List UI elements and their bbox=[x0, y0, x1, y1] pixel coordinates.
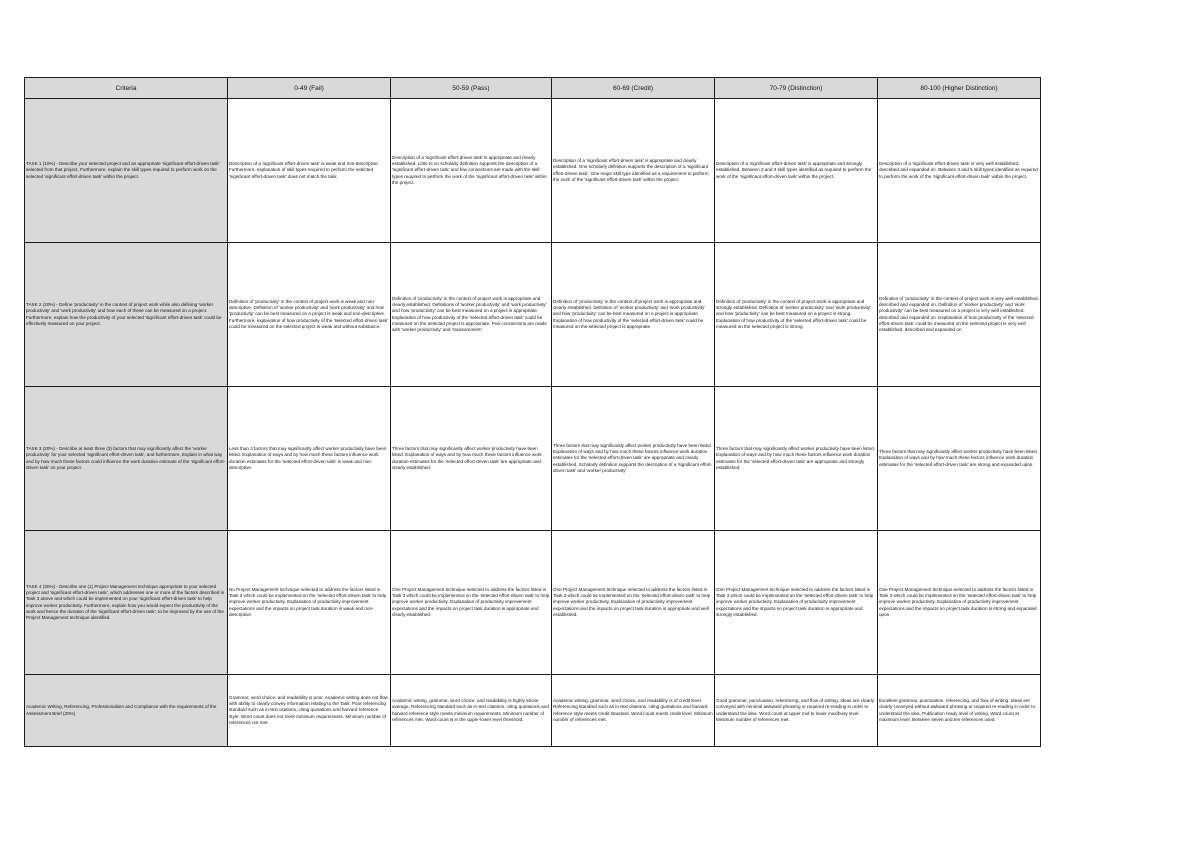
high-distinction-cell: Description of a 'significant effort-driven task' is very well established, described and expanded on. Between 3 and 5 skill types identified as required to perform the work of the 'significant effort-driven task' within the project. bbox=[878, 99, 1041, 243]
criteria-cell: TASK 4 (30%) - Describe one (1) Project Management technique appropriate to your selected project and 'significant effort-driven task', which addresses one or more of the factors described in Task 3 above and which could be implemented on your 'significant effort-driven task' to help improve worker productivity. Furthermore, explain how you would expect the productivity of the work and hence the duration of the 'significant effort-driven task', to be improved by the use of the Project Management technique identified. bbox=[25, 531, 228, 675]
credit-cell: Definition of 'productivity' in the context of project work is appropriate and clearly established. Definition of 'worker productivity' and 'work productivity' and how 'productivity' can be best measured on a project is appropriate. Explanation of how productivity of the 'selected effort-driven task' could be measured on the selected project is appropriate. bbox=[552, 243, 715, 387]
high-distinction-cell: Three factors that may significantly affect worker productivity have been listed. Explanation of ways and by how much these factors influence work duration estimates for the 'selected effort-driven task' are strong and expanded upon. bbox=[878, 387, 1041, 531]
credit-cell: Three factors that may significantly affect worker productivity have been listed. Explanation of ways and by how much these factors influence work duration estimates for the 'selected effort-driven task' are appropriate and clearly established. Scholarly definition supports the description of a 'significant effort-driven task' and 'worker productivity'. bbox=[552, 387, 715, 531]
credit-cell: Description of a 'significant effort-driven task' is appropriate and clearly established. One scholarly definition supports the description of a 'significant effort-driven task'. One major skill type identified as a requirement to perform the work of the 'significant effort-driven task' within the project. bbox=[552, 99, 715, 243]
pass-cell: Definition of 'productivity' in the context of project work is appropriate and clearly established. Definitions of 'worker productivity' and 'work productivity' and how 'productivity' can be best measured on a project is appropriate. Explanation of how productivity of the 'selected effort-driven task' could be measured on the selected project is appropriate. Few connections are made with 'worker productivity' and 'measurement'. bbox=[391, 243, 552, 387]
fail-cell: No Project Management technique selected to address the factors listed in Task 3 which could be implemented on the 'selected effort-driven task' to help improve worker productivity. Explanation of productivity improvement expectations and the impacts on project task duration is weak and non-descriptive. bbox=[228, 531, 391, 675]
criteria-cell: Academic Writing, Referencing, Professionalism and Compliance with the requirements of the Assessment Brief (20%) bbox=[25, 675, 228, 747]
pass-cell: Three factors that may significantly affect worker productivity have been listed. Explanation of ways and by how much these factors influence work duration estimates for the 'selected effort-driven task' are appropriate and clearly established. bbox=[391, 387, 552, 531]
header-credit: 60-69 (Credit) bbox=[552, 78, 715, 99]
header-row bbox=[25, 78, 1041, 99]
fail-cell: Less than 3 factors that may significantly affect worker productivity have been listed. Explanation of ways and by how much these factors influence work duration estimates for the 'selected effort-driven task' is weak and non-descriptive. bbox=[228, 387, 391, 531]
fail-cell: Description of a 'significant effort-driven task' is weak and non-descriptive. Furthermore, explanation of skill types required to perform the selected 'significant effort-driven task' does not match the task. bbox=[228, 99, 391, 243]
distinction-cell: Good grammar, punctuation, referencing, and flow of writing. Ideas are clearly conveyed with minimal awkward phrasing or required re-reading in order to understand the idea. Word count at upper mid to lower max/busy level. Minimum number of references met. bbox=[715, 675, 878, 747]
distinction-cell: Description of a 'significant effort-driven task' is appropriate and strongly established. Between 2 and 3 skill types identified as required to perform the work of the 'significant effort-driven task' within the project. bbox=[715, 99, 878, 243]
credit-cell: Academic writing, grammar, word choice, and readability is of credit level. Referencing standard such as in-text citations, citing quotations and harvard reference style meets credit standard. Word count meets credit level. Minimum number of references met. bbox=[552, 675, 715, 747]
rubric-row-task-2 bbox=[25, 243, 1041, 387]
pass-cell: One Project Management technique selected to address the factors listed in Task 3 which could be implemented on the 'selected effort-driven task' to help improve worker productivity. Explanation of productivity improvement expectations and the impacts on project task duration is appropriate and clearly established. bbox=[391, 531, 552, 675]
high-distinction-cell: Excellent grammar, punctuation, referencing, and flow of writing. Ideas are clearly conveyed without awkward phrasing or required re-reading in order to understand the idea. Publication ready level of writing. Word count at maximum level. Between seven and ten references used. bbox=[878, 675, 1041, 747]
distinction-cell: Definition of 'productivity' in the context of project work is appropriate and strongly established. Definition of 'worker productivity' and 'work productivity' and how 'productivity' can be best measured on a project is strong. Explanation of how productivity of the 'selected effort-driven task' could be measured on the selected project is strong. bbox=[715, 243, 878, 387]
header-distinction: 70-79 (Distinction) bbox=[715, 78, 878, 99]
credit-cell: One Project Management technique selected to address the factors listed in Task 3 which could be implemented on the 'selected effort-driven task' to help improve worker productivity. Explanation of productivity improvement expectations and the impacts on project task duration is appropriate and well established. bbox=[552, 531, 715, 675]
rubric-row-task-4 bbox=[25, 531, 1041, 675]
pass-cell: Description of a 'significant effort-driven task' is appropriate and clearly established. Little to no scholarly definition supports the description of a 'significant effort-driven task' and few connections are made with the skill types required to perform the work of the 'significant effort-driven task' within the project. bbox=[391, 99, 552, 243]
fail-cell: Definition of 'productivity' in the context of project work is weak and non-descriptive. Definition of 'worker productivity' and 'work productivity' and how 'productivity' can be best measured on a project is weak and non-descriptive. Furthermore, explanation of how productivity of the 'selected effort-driven task' could be measured on the selected project is weak and without substance. bbox=[228, 243, 391, 387]
fail-cell: Grammar, word choice, and readability is poor. Academic writing does not flow with ability to clearly convey information relating to the Task. Poor referencing standard such as in-text citations, citing quotations and harvard reference style. Word count does not meet minimum requirements. Minimum number of references not met. bbox=[228, 675, 391, 747]
distinction-cell: Three factors that may significantly affect worker productivity have been listed. Explanation of ways and by how much these factors influence work duration estimates for the 'selected effort-driven task' are appropriate and strongly established. bbox=[715, 387, 878, 531]
distinction-cell: One Project Management technique selected to address the factors listed in Task 3 which could be implemented on the 'selected effort-driven task' to help improve worker productivity. Explanation of productivity improvement expectations and the impacts on project task duration is appropriate and strongly established. bbox=[715, 531, 878, 675]
rubric-row-academic-writing bbox=[25, 675, 1041, 747]
high-distinction-cell: One Project Management technique selected to address the factors listed in Task 3 which could be implemented on the 'selected effort-driven task' to help improve worker productivity. Explanation of productivity improvement expectations and the impacts on project task duration is strong and expanded upon. bbox=[878, 531, 1041, 675]
header-criteria: Criteria bbox=[25, 78, 228, 99]
criteria-cell: TASK 2 (20%) - Define 'productivity' in the context of project work while also defining 'worker productivity' and 'work productivity' and how each of these can be measured on a project. Furthermore, explain how the productivity of your selected 'significant effort-driven task' could be effectively measured on your project. bbox=[25, 243, 228, 387]
rubric-row-task-1 bbox=[25, 99, 1041, 243]
header-high-distinction: 80-100 (Higher Distinction) bbox=[878, 78, 1041, 99]
marking-rubric-table bbox=[24, 77, 1041, 747]
header-pass: 50-59 (Pass) bbox=[391, 78, 552, 99]
pass-cell: Academic writing, grammar, word choice, and readability is highly above average. Referencing standard such as in-text citations, citing quotations and harvard reference style meets minimum requirements. Minimum number of references met. Word count is in the upper-lower level threshold. bbox=[391, 675, 552, 747]
criteria-cell: TASK 3 (20%) - Describe at least three (3) factors that may significantly affect the 'worker productivity' for your selected 'significant effort-driven task', and furthermore, Explain in what way and by how much these factors could influence the work duration estimate of the 'significant effort-driven task' on your project. bbox=[25, 387, 228, 531]
header-fail: 0-49 (Fail) bbox=[228, 78, 391, 99]
criteria-cell: TASK 1 (10%) - Describe your selected project and an appropriate 'significant effort-driven task' selected from that project. Furthermore, explain the skill types required to perform work on the selected 'significant effort-driven task' within the project. bbox=[25, 99, 228, 243]
rubric-row-task-3 bbox=[25, 387, 1041, 531]
high-distinction-cell: Definition of 'productivity' in the context of project work is very well established, described and expanded on. Definition of 'worker productivity' and 'work productivity' can be best measured on a project is very well established, described and expanded on. Explanation of how productivity of the 'selected effort-driven task' could be measured on the selected project is very well established, described and expanded on. bbox=[878, 243, 1041, 387]
